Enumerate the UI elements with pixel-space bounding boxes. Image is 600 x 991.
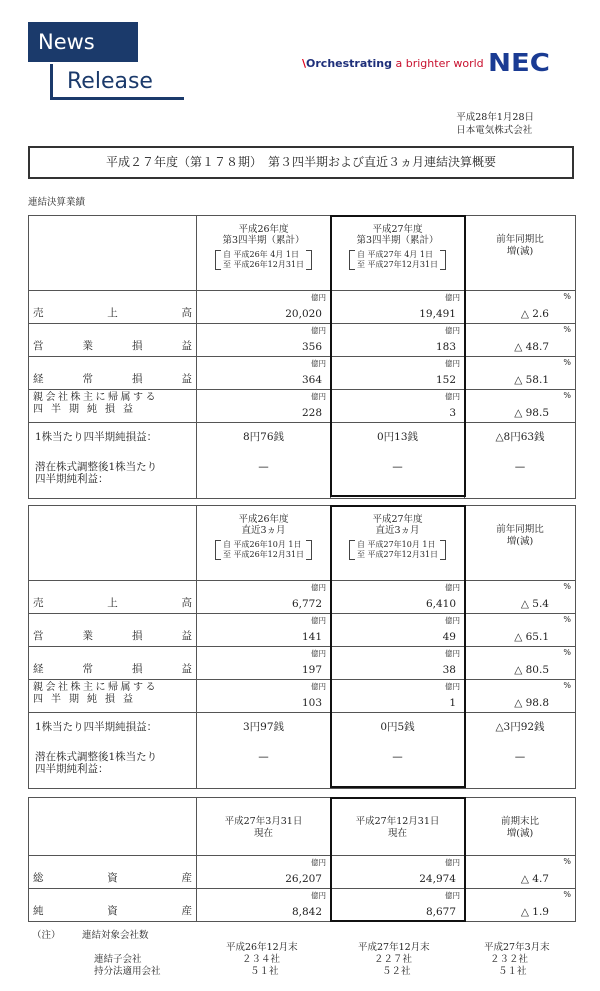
notes: （注） 連結対象会社数 平成26年12月末 平成27年12月末 平成27年3月末 連結子会社 ２３４社 ２２７社 ２３２社 持分法適用会社 ５１社 ５２社 ５１社 xyxy=(32,930,550,977)
row-label-operating: 営 業 損 益 xyxy=(29,324,197,357)
header-yoy: 前年同期比 増(減) xyxy=(465,506,576,581)
table-row: 総 資 産 億円 26,207 億円 24,974 % △ 4.7 xyxy=(29,856,576,889)
header-prev-year-end: 平成27年3月31日 現在 xyxy=(197,798,331,856)
row-label-net-income: 親会社株主に帰属する 四半期純損益 xyxy=(29,390,197,423)
header-change: 前期末比 増(減) xyxy=(465,798,576,856)
header-current-end: 平成27年12月31日 現在 xyxy=(331,798,465,856)
header-current-quarter: 平成27年度 直近3ヵ月 自 平成27年10月 1日 至 平成27年12月31日 xyxy=(331,506,465,581)
issue-date: 平成28年1月28日 xyxy=(456,112,534,123)
logo-news: News xyxy=(28,22,138,62)
header-blank xyxy=(29,798,197,856)
header-current-period: 平成27年度 第3四半期（累計） 自 平成27年 4月 1日 至 平成27年12月31日 xyxy=(331,216,465,291)
table-row: 営 業 損 益 億円 356 億円 183 % △ 48.7 xyxy=(29,324,576,357)
tagline xyxy=(302,57,484,70)
row-label-ordinary: 経 常 損 益 xyxy=(29,357,197,390)
section-label: 連結決算業績 xyxy=(28,197,86,208)
table-row: 営 業 損 益 億円 141 億円 49 % △ 65.1 xyxy=(29,614,576,647)
header-yoy: 前年同期比 増(減) xyxy=(465,216,576,291)
tagline-orchestrating: Orchestrating xyxy=(306,57,393,70)
header-blank xyxy=(29,216,197,291)
table-row: 親会社株主に帰属する 四半期純損益 億円 103 億円 1 % △ 98.8 xyxy=(29,680,576,713)
header-blank xyxy=(29,506,197,581)
document-title: 平成２７年度（第１７８期） 第３四半期および直近３ヵ月連結決算概要 xyxy=(28,146,574,179)
table-row: 経 常 損 益 億円 197 億円 38 % △ 80.5 xyxy=(29,647,576,680)
tagline-slash: \ xyxy=(302,57,307,70)
cumulative-results-table xyxy=(28,215,576,499)
tagline-rest: a brighter world xyxy=(392,57,484,70)
table-row: 売 上 高 億円 6,772 億円 6,410 % △ 5.4 xyxy=(29,581,576,614)
table-row: 経 常 損 益 億円 364 億円 152 % △ 58.1 xyxy=(29,357,576,390)
news-release-logo xyxy=(28,22,184,102)
table-row: 親会社株主に帰属する 四半期純損益 億円 228 億円 3 % △ 98.5 xyxy=(29,390,576,423)
row-label-net-assets: 純 資 産 xyxy=(29,889,197,922)
quarter-results-table xyxy=(28,505,576,789)
header-prev-quarter: 平成26年度 直近3ヵ月 自 平成26年10月 1日 至 平成26年12月31日 xyxy=(197,506,331,581)
nec-logo: NEC xyxy=(488,48,550,77)
table-row-eps: 1株当たり四半期純損益： 潜在株式調整後1株当たり 四半期純利益： 8円76銭 — 0円13銭 — △8円63銭 — xyxy=(29,423,576,499)
row-label-total-assets: 総 資 産 xyxy=(29,856,197,889)
header-prev-period: 平成26年度 第3四半期（累計） 自 平成26年 4月 1日 至 平成26年12月31日 xyxy=(197,216,331,291)
row-label-operating: 営 業 損 益 xyxy=(29,614,197,647)
company-name: 日本電気株式会社 xyxy=(456,125,533,136)
assets-table xyxy=(28,797,576,922)
row-label-sales: 売 上 高 xyxy=(29,581,197,614)
issue-info xyxy=(456,111,534,137)
row-label-ordinary: 経 常 損 益 xyxy=(29,647,197,680)
table-row-eps: 1株当たり四半期純損益： 潜在株式調整後1株当たり 四半期純利益： 3円97銭 — 0円5銭 — △3円92銭 — xyxy=(29,713,576,789)
logo-release: Release xyxy=(50,64,184,100)
table-row: 純 資 産 億円 8,842 億円 8,677 % △ 1.9 xyxy=(29,889,576,922)
table-row: 売 上 高 億円 20,020 億円 19,491 % △ 2.6 xyxy=(29,291,576,324)
row-label-net-income: 親会社株主に帰属する 四半期純損益 xyxy=(29,680,197,713)
row-label-sales: 売 上 高 xyxy=(29,291,197,324)
